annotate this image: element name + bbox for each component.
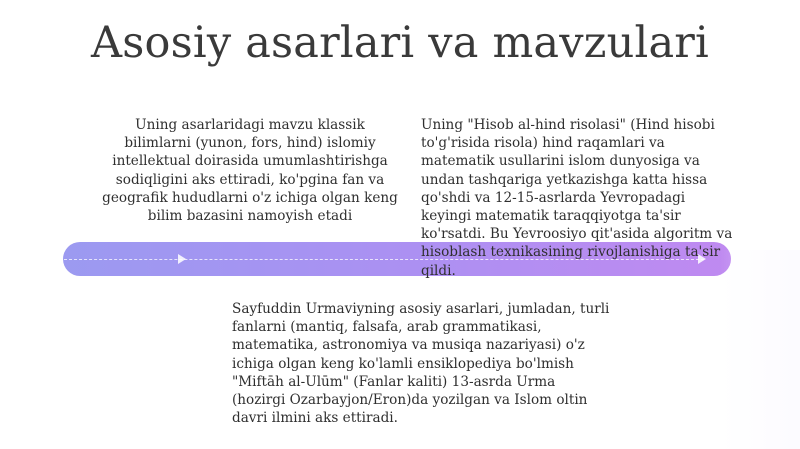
slide-title: Asosiy asarlari va mavzulari [91, 18, 709, 68]
text-block-right: Uning "Hisob al-hind risolasi" (Hind hisobi to'g'risida risola) hind raqamlari va matematik usullarini islom dunyosiga va undan tashqariga yetkazishga katta hissa qo'shdi va 12-15-asrlarda Yevropadagi keyingi matematik taraqqiyotga ta'sir ko'rsatdi. Bu Yevroosiyo qit'asida algoritm va hisoblash texnikasining rivojlanishiga ta'sir qildi. [421, 117, 733, 279]
decorative-fade [720, 250, 800, 449]
text-block-left: Uning asarlaridagi mavzu klassik bilimlarni (yunon, fors, hind) islomiy intellektual doirasida umumlashtirishga sodiqligini aks ettiradi, ko'pgina fan va geografik hududlarni o'z ichiga olgan keng bilim bazasini namoyish etadi [102, 117, 398, 225]
arrow-right-icon [178, 254, 186, 264]
text-block-bottom: Sayfuddin Urmaviyning asosiy asarlari, jumladan, turli fanlarni (mantiq, falsafa, arab grammatikasi, matematika, astronomiya va musiqa nazariyasi) o'z ichiga olgan keng ko'lamli ensiklopediya bo'lmish "Miftāh al-Ulūm" (Fanlar kaliti) 13-asrda Urma (hozirgi Ozarbayjon/Eron)da yozilgan va Islom oltin davri ilmini aks ettiradi. [232, 301, 610, 427]
